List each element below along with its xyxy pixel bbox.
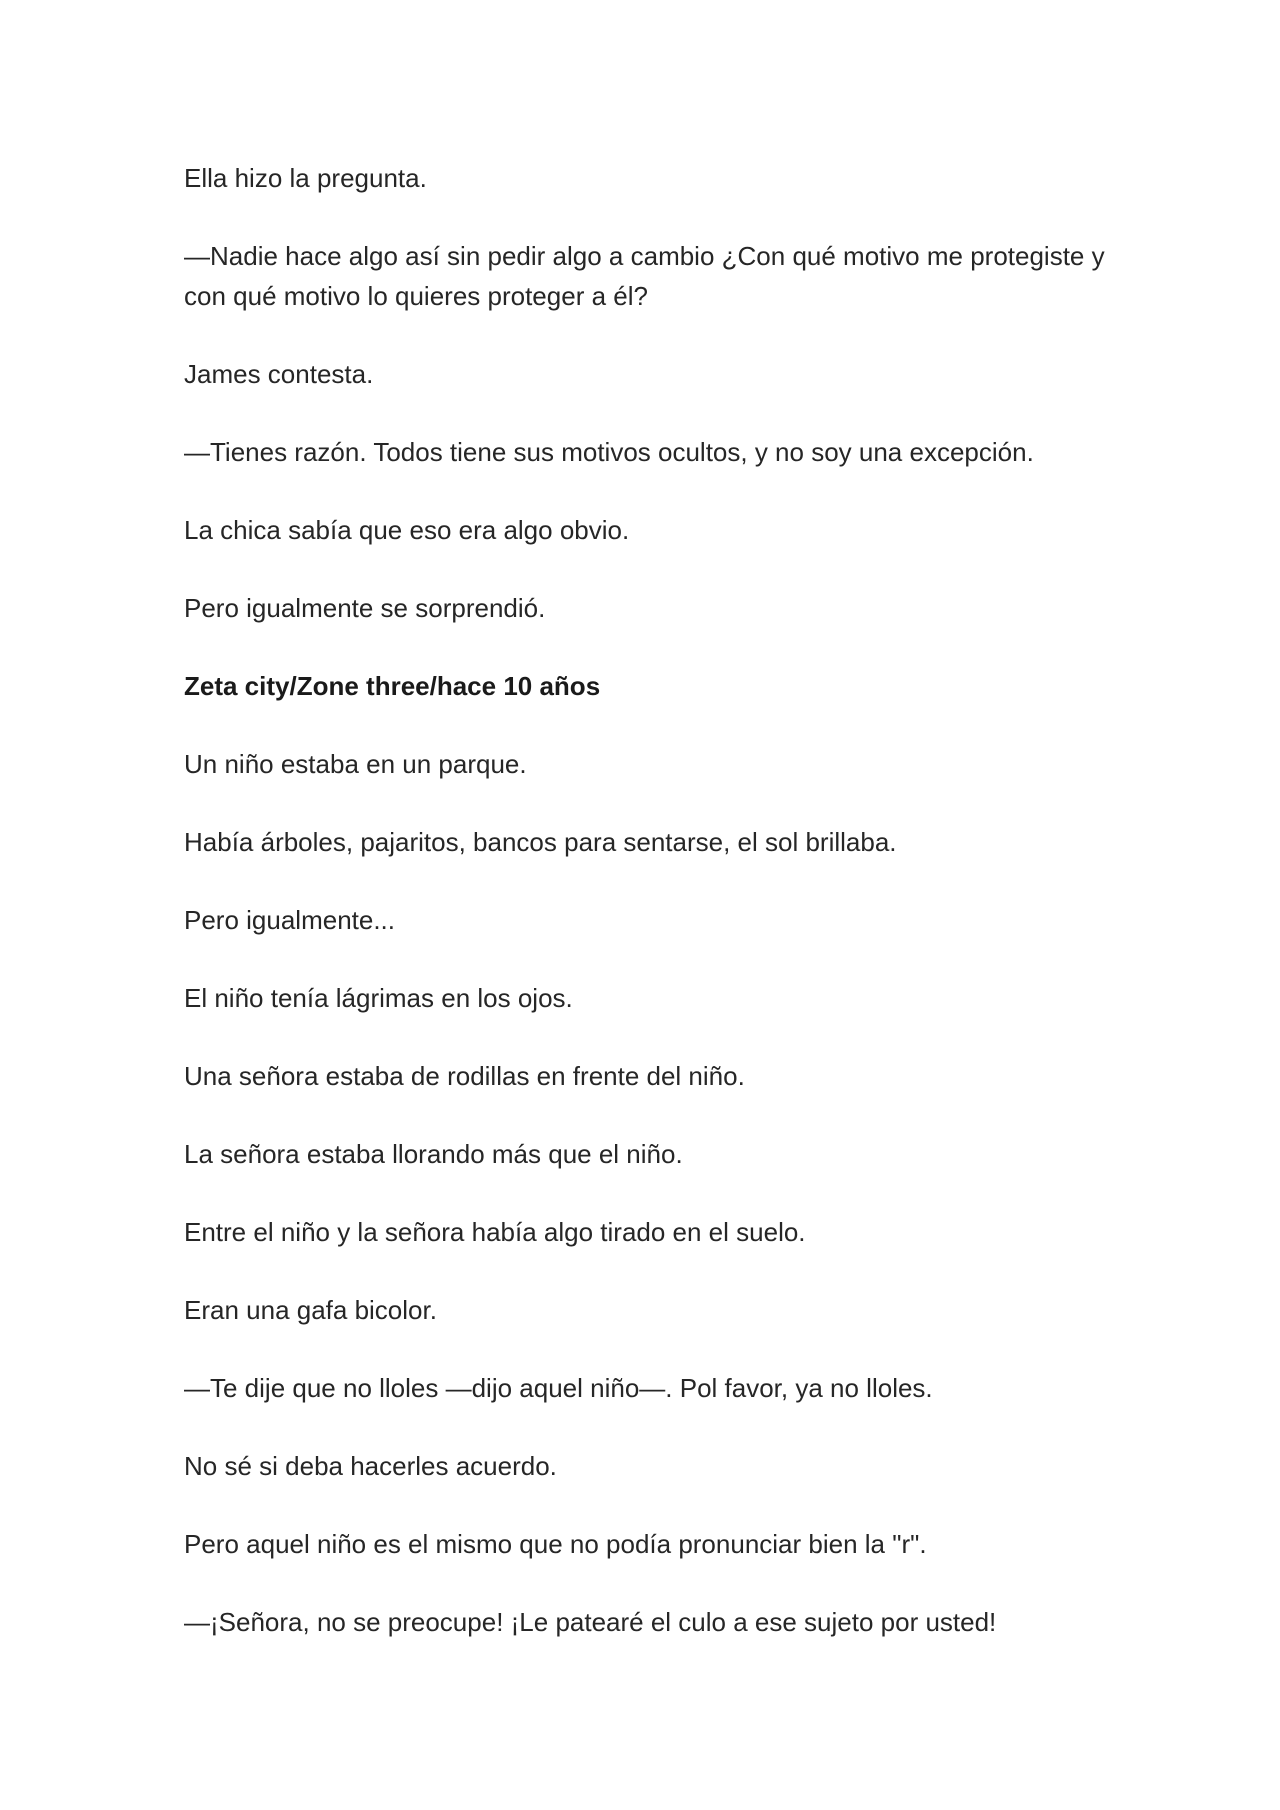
paragraph: —Nadie hace algo así sin pedir algo a cambio ¿Con qué motivo me protegiste y con qué motivo lo quieres proteger a él? (184, 241, 1105, 311)
paragraph: El niño tenía lágrimas en los ojos. (184, 983, 573, 1013)
paragraph: James contesta. (184, 359, 374, 389)
paragraph: Había árboles, pajaritos, bancos para sentarse, el sol brillaba. (184, 827, 897, 857)
paragraph: —Tienes razón. Todos tiene sus motivos ocultos, y no soy una excepción. (184, 437, 1034, 467)
paragraph: Eran una gafa bicolor. (184, 1295, 437, 1325)
paragraph: Pero igualmente se sorprendió. (184, 593, 546, 623)
paragraph: No sé si deba hacerles acuerdo. (184, 1451, 557, 1481)
paragraph: La señora estaba llorando más que el niño. (184, 1139, 683, 1169)
paragraph: Un niño estaba en un parque. (184, 749, 527, 779)
paragraph: Entre el niño y la señora había algo tirado en el suelo. (184, 1217, 806, 1247)
paragraph: La chica sabía que eso era algo obvio. (184, 515, 630, 545)
document-body (184, 158, 1114, 1680)
scene-heading: Zeta city/Zone three/hace 10 años (184, 671, 601, 701)
paragraph: —¡Señora, no se preocupe! ¡Le patearé el culo a ese sujeto por usted! (184, 1607, 997, 1637)
paragraph: Pero aquel niño es el mismo que no podía pronunciar bien la "r". (184, 1529, 927, 1559)
paragraph: Pero igualmente... (184, 905, 396, 935)
paragraph: —Te dije que no lloles —dijo aquel niño—. Pol favor, ya no lloles. (184, 1373, 933, 1403)
paragraph: Ella hizo la pregunta. (184, 163, 427, 193)
paragraph: Una señora estaba de rodillas en frente del niño. (184, 1061, 745, 1091)
